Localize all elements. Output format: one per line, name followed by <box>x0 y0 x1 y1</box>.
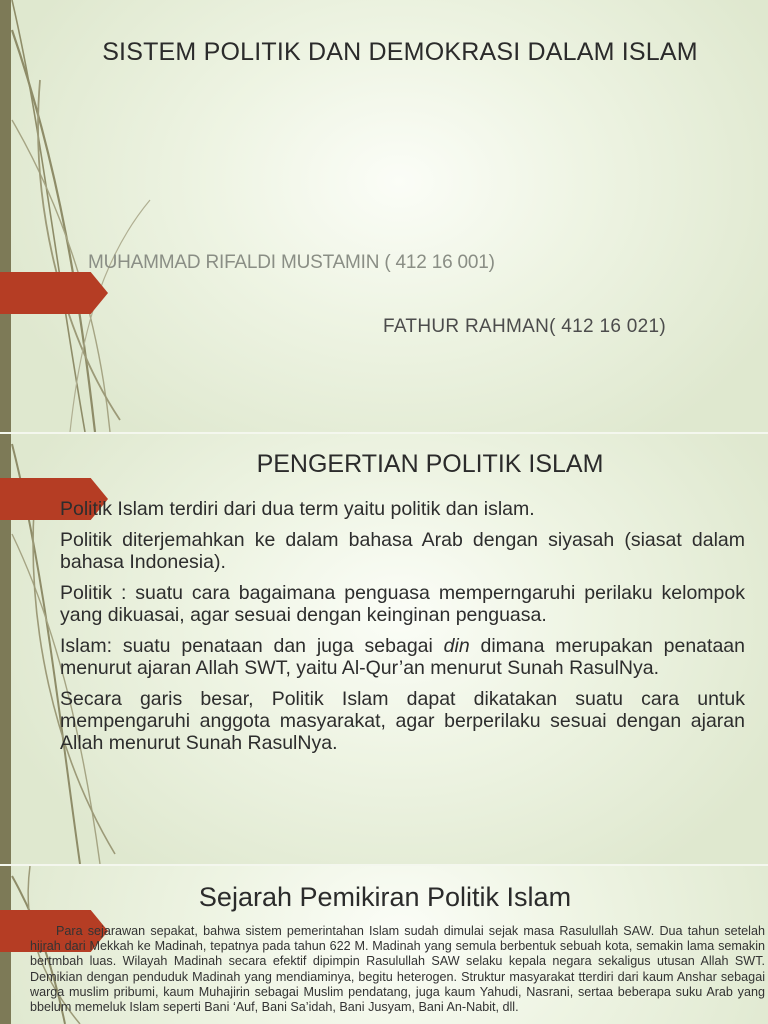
history-body: Para sejarawan sepakat, bahwa sistem pemerintahan Islam sudah dimulai sejak masa Rasulullah SAW. Dua tahun setelah hijrah dari Mekkah ke Madinah, tepatnya pada tahun 622 M. Madinah yang semula berbentuk sebuah kota, semakin lama semakin bertmbah luas. Wilayah Madinah secara efektif dipimpin Rasulullah SAW selaku kepala negara sekaligus utusan Allah SWT. Demikian dengan penduduk Madinah yang mendiaminya, begitu heterogen. Struktur masyarakat tterdiri dari kaum Anshar sebagai warga muslim pribumi, kaum Muhajirin sebagai Muslim pendatang, juga kaum Yahudi, Nasrani, sertaa beberapa suku Arab yang bbelum memeluk Islam seperti Bani ‘Auf, Bani Sa’idah, Bani Jusyam, Bani An-Nabit, dll. <box>30 924 765 1015</box>
author-1: MUHAMMAD RIFALDI MUSTAMIN ( 412 16 001) <box>88 252 495 273</box>
accent-arrow <box>0 272 108 314</box>
paragraph-text: dimana merupakan penataan menurut ajaran Allah SWT, yaitu Al-Qur’an menurut Sunah RasulNya. <box>60 635 745 679</box>
slide-history <box>0 866 768 1024</box>
slide-title <box>0 0 768 432</box>
italic-term: din <box>443 635 470 657</box>
slide-title-text: PENGERTIAN POLITIK ISLAM <box>256 450 604 478</box>
slide-title-text: Sejarah Pemikiran Politik Islam <box>198 882 572 912</box>
slide-definition <box>0 434 768 864</box>
paragraph-text: Islam: suatu penataan dan juga sebagai <box>60 635 444 657</box>
paragraph: Politik : suatu cara bagaimana penguasa memperngaruhi perilaku kelompok yang dikuasai, agar sesuai dengan keinginan penguasa. <box>60 582 745 626</box>
paragraph: Politik Islam terdiri dari dua term yaitu politik dan islam. <box>60 498 535 520</box>
paragraph: Politik diterjemahkan ke dalam bahasa Arab dengan siyasah (siasat dalam bahasa Indonesia). <box>60 529 745 573</box>
author-2: FATHUR RAHMAN( 412 16 021) <box>383 316 667 337</box>
paragraph: Secara garis besar, Politik Islam dapat dikatakan suatu cara untuk mempengaruhi anggota masyarakat, agar berperilaku sesuai dengan ajaran Allah menurut Sunah RasulNya. <box>60 688 745 754</box>
slide-title-text: SISTEM POLITIK DAN DEMOKRASI DALAM ISLAM <box>102 38 698 66</box>
paragraph <box>60 635 745 679</box>
definition-body <box>60 498 745 763</box>
